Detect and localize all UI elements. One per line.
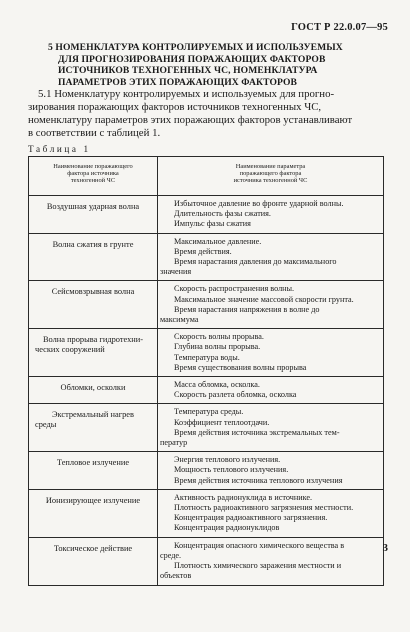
table-row — [29, 537, 384, 585]
paragraph-5-1 — [28, 88, 386, 140]
paragraph-line: зирования поражающих факторов источников техногенных ЧС, — [28, 101, 322, 113]
factor-line: Воздушная ударная волна — [46, 202, 140, 211]
factor-line: Обломки, осколки — [60, 383, 126, 393]
factor-cell — [29, 329, 158, 377]
parameter-line: Время действия. — [174, 246, 232, 256]
parameter-line: Скорость разлета обломка, осколка — [174, 390, 297, 400]
parameter-line: Плотность радиоактивного загрязнения местности. — [174, 503, 354, 513]
factor-cell — [29, 537, 158, 585]
table-row — [29, 329, 384, 377]
section-title — [48, 42, 366, 88]
parameter-line: Масса обломка, осколка. — [174, 380, 260, 390]
parameter-line: Мощность теплового излучения. — [174, 465, 289, 475]
parameter-line: максимума — [160, 315, 199, 325]
table-header-row — [29, 157, 384, 196]
factor-cell — [29, 281, 158, 329]
parameter-cell — [158, 281, 384, 329]
section-title-line: ПАРАМЕТРОВ ЭТИХ ПОРАЖАЮЩИХ ФАКТОРОВ — [58, 76, 298, 88]
parameter-line: Импульс фазы сжатия — [174, 219, 251, 229]
col-header-line: источника техногенной ЧС — [233, 177, 308, 185]
parameter-line: Плотность химического заражения местности и — [174, 561, 342, 571]
table-row — [29, 489, 384, 537]
parameter-cell — [158, 537, 384, 585]
parameter-line: ператур — [160, 438, 188, 448]
page-number: 3 — [382, 542, 388, 554]
parameter-line: Температура воды. — [174, 352, 240, 362]
parameter-line: Время нарастания давления до максимального — [174, 257, 337, 267]
parameter-cell — [158, 452, 384, 490]
factor-line: Ионизирующее излучение — [45, 495, 141, 505]
factor-cell — [29, 404, 158, 452]
parameter-cell — [158, 404, 384, 452]
table-row — [29, 233, 384, 281]
section-title-line: 5 НОМЕНКЛАТУРА КОНТРОЛИРУЕМЫХ И ИСПОЛЬЗУЕМЫХ — [48, 42, 343, 53]
parameter-line: Скорость распространения волны. — [174, 284, 295, 294]
parameter-line: значения — [160, 267, 192, 277]
parameter-line: Максимальное давление. — [174, 236, 262, 246]
parameter-line: Избыточное давление во фронте ударной волны. — [174, 199, 344, 208]
factor-line: среды — [35, 420, 57, 430]
table-row — [29, 377, 384, 404]
parameter-line: среде. — [160, 550, 182, 560]
col-header-line: Наименование поражающего — [53, 163, 133, 170]
parameter-line: Время существования волны прорыва — [174, 362, 307, 372]
parameter-cell — [158, 377, 384, 404]
parameter-line: Коэффициент теплоотдачи. — [174, 417, 270, 427]
factor-cell — [29, 489, 158, 537]
document-header-code: ГОСТ Р 22.0.07—95 — [291, 22, 388, 33]
factor-cell — [29, 233, 158, 281]
parameter-line: Время действия источника теплового излучения — [174, 475, 343, 485]
factor-line: Тепловое излучение — [56, 458, 130, 468]
table-label: Таблица 1 — [28, 144, 91, 154]
col-header-line: фактора источника — [67, 170, 119, 178]
parameters-table — [28, 156, 384, 586]
factor-line: Волна прорыва гидротехни- — [42, 335, 144, 345]
col-header-line: поражающего фактора — [239, 170, 302, 178]
col-header-parameter — [158, 157, 384, 196]
parameter-line: Длительность фазы сжатия. — [174, 209, 271, 219]
factor-line: Экстремальный нагрев — [52, 410, 134, 420]
parameter-line: Время нарастания напряжения в волне до — [174, 304, 320, 314]
factor-cell — [29, 196, 158, 234]
factor-line: ческих сооружений — [35, 345, 105, 355]
section-title-line: ДЛЯ ПРОГНОЗИРОВАНИЯ ПОРАЖАЮЩИХ ФАКТОРОВ — [58, 53, 326, 65]
paragraph-line: в соответствии с таблицей 1. — [28, 127, 161, 139]
col-header-line: Наименование параметра — [235, 163, 306, 170]
col-header-factor — [29, 157, 158, 196]
table-row — [29, 404, 384, 452]
factor-cell — [29, 377, 158, 404]
parameter-line: Скорость волны прорыва. — [174, 332, 264, 342]
parameter-line: Концентрация радиоактивного загрязнения. — [174, 513, 328, 523]
col-header-line: техногенной ЧС — [70, 177, 116, 185]
parameter-line: Активность радионуклида в источнике. — [174, 492, 313, 502]
parameter-cell — [158, 233, 384, 281]
paragraph-line: номенклатуру параметров этих поражающих факторов устанавливают — [28, 114, 353, 126]
parameter-line: объектов — [160, 571, 192, 581]
table-row — [29, 196, 384, 234]
parameter-line: Максимальное значение массовой скорости грунта. — [174, 294, 354, 304]
factor-line: Сейсмовзрывная волна — [51, 287, 135, 297]
parameter-line: Концентрация опасного химического вещества в — [174, 540, 345, 550]
parameter-cell — [158, 489, 384, 537]
paragraph-line: 5.1 Номенклатуру контролируемых и используемых для прогно- — [38, 88, 335, 100]
table-body — [29, 196, 384, 586]
parameter-cell — [158, 196, 384, 234]
parameter-line: Энергия теплового излучения. — [174, 455, 281, 465]
parameter-line: Время действия источника экстремальных тем- — [174, 427, 340, 437]
table-row — [29, 452, 384, 490]
factor-line: Волна сжатия в грунте — [52, 239, 134, 249]
parameter-cell — [158, 329, 384, 377]
parameter-line: Температура среды. — [174, 407, 244, 417]
parameter-line: Концентрация радионуклидов — [174, 523, 280, 533]
parameter-line: Глубина волны прорыва. — [174, 342, 261, 352]
section-title-line: ИСТОЧНИКОВ ТЕХНОГЕННЫХ ЧС, НОМЕНКЛАТУРА — [58, 65, 318, 77]
table-row — [29, 281, 384, 329]
factor-line: Токсическое действие — [53, 543, 133, 553]
factor-cell — [29, 452, 158, 490]
